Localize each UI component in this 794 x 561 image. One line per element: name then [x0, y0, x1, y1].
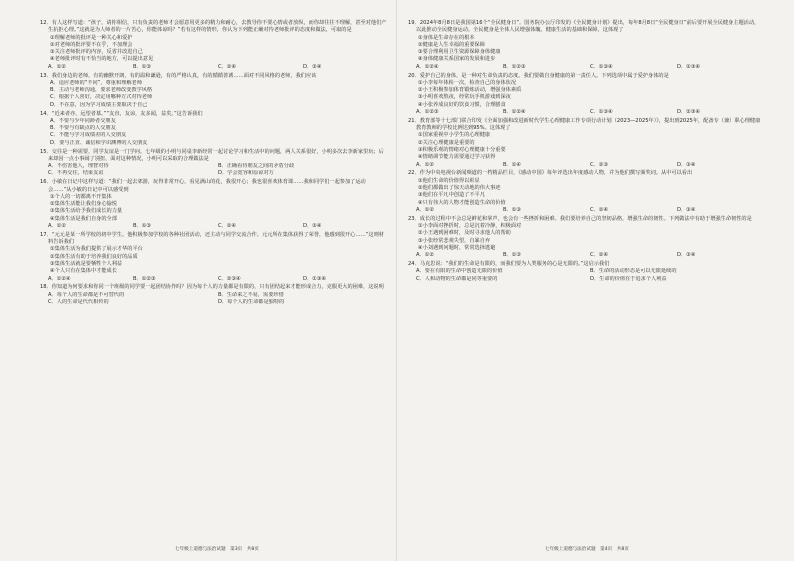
statement-item: ④个人只有在集体中才能成长	[50, 268, 117, 275]
question	[40, 284, 388, 306]
answer-options	[408, 64, 764, 71]
answer-option: C．人的生命是代代相传的	[48, 298, 109, 305]
answer-options	[40, 64, 388, 71]
answer-option: B．①②③	[503, 63, 526, 70]
question	[408, 261, 764, 283]
answer-option: A．每个人的生命都是不可替代的	[48, 291, 125, 298]
question	[40, 232, 388, 283]
answer-option: D．③④	[677, 252, 696, 259]
answer-option: C．②③	[590, 161, 609, 168]
answer-options	[408, 162, 764, 169]
question	[408, 216, 764, 260]
statement-item: ①国家重视中小学生的心理健康	[418, 132, 491, 139]
answer-option: B．①④	[503, 161, 522, 168]
answer-option: B．①③	[133, 63, 152, 70]
statement-item: ④小张养成良好的饮食习惯，合理膳食	[418, 101, 506, 108]
statement-item: ②集体生活能让我们身心愉悦	[50, 201, 117, 208]
answer-options	[40, 292, 388, 307]
question-stem: 14．“近来者亦，远望者慕。”“友直，友谅，友多闻，益矣。”这告诉我们	[40, 110, 203, 117]
answer-option: C．②③④	[218, 275, 241, 282]
answer-option: D．③④	[677, 161, 696, 168]
statement-item: ③小张经常悲观失望，自暴自弃	[418, 237, 491, 244]
question-stem: 21．教育部等十七部门联合印发《全面加强和改进新时代学生心理健康工作专项行动计划（2023—2025年）》，提出到2025年，配备专（兼）职心理健康教育教师的学校比例达到95%。这体现了	[408, 117, 761, 132]
question-stem: 20．爱护自己的身体，是一种对生命负责的态度。我们要做自身健康的第一责任人。下列选项中属于爱护身体的是	[408, 72, 669, 79]
answer-option: D．要与正直、诚信和学识渊博的人交朋友	[50, 139, 148, 146]
answer-options	[40, 276, 388, 283]
question-stem: 12．有人这样写道：“孩子，请你相信，只有负责的老师才会愿意用更多的精力和耐心，去教导你不要心情或者放纵，而你却往往不理解，甚至对他们产生抗拒心理。”这就是为人师者的一片苦心，你能体谅吗？”若有这样的情形，你认为下列能正确对待老师批评的态度和做法，可取的是	[40, 20, 387, 34]
answer-option: B．①②④	[503, 109, 526, 116]
answer-option: A．不伤害他人，理智对待	[48, 163, 109, 170]
answer-options	[408, 252, 764, 259]
statement-item: ③集体生活就是要牺牲个人利益	[50, 261, 123, 267]
answer-option: B．生命的活动形态是可以无限延续的	[590, 268, 677, 275]
statement-item: ③小明喜欢熬夜，经常玩手机游戏到深夜	[418, 94, 511, 101]
answer-option: D．②③④	[677, 63, 701, 70]
answer-option: D．③④	[677, 206, 696, 213]
answer-option: D．①③④	[303, 275, 327, 282]
answer-option: D．学会宽容和原谅对方	[218, 170, 274, 177]
answer-options	[408, 109, 764, 116]
statement-item: ①集体生活为我们提供了展示才华的平台	[50, 246, 143, 253]
question-stem: 19．2024年8月8日是我国第16个“全民健身日”。国务院办公厅印发的《全民健身计划》提出，每年8月8日“全民健身日”前后要开展全民健身主题活动，以此推动全民健身运动。全民健身是全体人民增强体魄、健康生活的基础和保障，这体现了	[408, 20, 760, 34]
page-fold	[396, 0, 397, 561]
answer-option: C．②④	[590, 252, 609, 259]
answer-option: D．②③④	[677, 109, 701, 116]
answer-option: A．要在有限的生命中创造无限的价值	[416, 268, 503, 275]
question	[408, 73, 764, 117]
statement-item: ③要合理利用卫生资源保障身体健康	[418, 49, 501, 56]
left-page	[40, 20, 388, 548]
answer-option: A．①②	[48, 63, 67, 70]
answer-option: C．①③④	[590, 63, 613, 70]
footer-left: 七年级上道德与法治试题 第3页 共8页	[175, 547, 259, 552]
question-stem: 22．作为中央电视台新闻频道的一档精品栏目，《感动中国》每年评选出年度感动人物，并为他们撰写颁奖词。从中可以看出	[408, 170, 693, 177]
answer-option: C．②④	[218, 223, 237, 230]
statement-item: ④小刘遇到问题时，常常选择逃避	[418, 244, 496, 251]
statement-item: ②对老师的批评要不在乎，不加理会	[50, 41, 133, 48]
statement-item: ④老师批评时有不恰当的地方，可以提出意见	[50, 56, 154, 63]
answer-option: A．不要与少年同龄者交朋友	[50, 117, 116, 124]
answer-option: A．①②③	[416, 109, 439, 116]
statement-item: ④情绪调节能力需要通过学习获得	[418, 154, 496, 161]
statement-item: ①身体是生命存在的根本	[418, 34, 475, 41]
question-stem: 18．你知道为何要求和你同一个班级的同学要一起团结协作吗？因为每个人的力量都是有限的，只有团结起来才能形成合力，克服更大的困难，这说明	[40, 284, 384, 291]
statement-item: ①小李每年体检一次，检查自己的身体状况	[418, 79, 517, 86]
statement-item: ④只有伟大的人物才能创造生命的价值	[418, 199, 506, 206]
answer-option: B．生命来之不易，需要珍惜	[218, 291, 284, 298]
answer-option: A．适应老师的“不同”，尊重和理解老师	[50, 79, 142, 86]
answer-option: A．①②	[416, 252, 435, 259]
statement-item: ④身体健康关系国家的发展和进步	[418, 56, 496, 63]
answer-option: B．不要与有缺点的人交朋友	[50, 125, 116, 132]
question	[40, 179, 388, 230]
answer-option: D．每个人的生命都是独特的	[218, 298, 285, 305]
answer-option: C．①③④	[590, 109, 613, 116]
question	[40, 111, 388, 147]
question	[408, 118, 764, 169]
statement-item: ②小王遇到困难时，及时寻求他人的帮助	[418, 230, 511, 237]
statement-item: ③积极乐观的情绪对心理健康十分重要	[418, 147, 506, 154]
answer-options	[40, 118, 388, 147]
answer-options	[408, 207, 764, 214]
statement-item: ①他们生命的价值得以彰显	[418, 177, 480, 184]
answer-option: C．②④	[590, 206, 609, 213]
statement-item: ②关注心理健康是重要的	[418, 139, 475, 146]
answer-option: A．①②	[416, 161, 435, 168]
answer-option: C．②④	[218, 63, 237, 70]
answer-option: C．不能与学习成绩差的人交朋友	[50, 132, 127, 139]
right-page	[408, 20, 764, 548]
answer-options	[40, 163, 388, 178]
footer-right: 七年级上道德与法治试题 第4页 共8页	[545, 547, 629, 552]
statement-item: ③关注老师批评的内容，反省并改进自己	[50, 49, 143, 56]
answer-option: B．①③	[503, 206, 522, 213]
question	[408, 20, 764, 71]
statement-item: ②他们都做出了惊天动地的伟大事迹	[418, 185, 501, 192]
answer-option: A．①②	[48, 223, 67, 230]
question-stem: 23．成长的过程中不会总是鲜花和掌声，也会有一些挫折和困难。我们要培养自己的坚韧品格，增强生命的韧性。下列做法中有助于增强生命韧性的是	[408, 215, 752, 222]
answer-options	[408, 268, 764, 283]
question-stem: 16．小敏在日记中这样写道：“我们一起去郊游，玩得非常开心，看见满山的花，我很开心；我也很喜欢体育课……我和同学们一起参加了运动会……”从小敏的日记中可以感受到	[40, 179, 366, 193]
statement-item: ②小王积极参加体育锻炼活动，增强身体素质	[418, 87, 522, 94]
answer-option: B．①③	[133, 223, 152, 230]
answer-option: C．根据个人喜好，决定用哪种方式对待老师	[50, 94, 153, 101]
statement-item: ①个人的一切都离不开集体	[50, 193, 112, 200]
answer-option: B．①③	[503, 252, 522, 259]
question-stem: 24．马克思说：“我们的生命是有限的，而我们要为人类服务的心是无限的。”这启示我们	[408, 261, 610, 267]
statement-item: ②健康是人生幸福的重要保障	[418, 41, 485, 48]
statement-item: ③他们在平凡中创造了不平凡	[418, 192, 485, 199]
statement-item: ②集体生活有助于培养我们良好的品质	[50, 253, 138, 260]
answer-option: D．生命的价值在于追求个人利益	[590, 275, 667, 282]
answer-option: A．①②④	[48, 275, 71, 282]
statement-item: ④集体生活是我们自身的全部	[50, 215, 117, 222]
answer-option: A．①②④	[416, 63, 439, 70]
answer-option: B．主动与老师沟通，要求老师改变教学风格	[50, 87, 153, 94]
answer-option: C．人和动物的生命都是同等重要的	[416, 275, 498, 282]
answer-option: A．①②	[416, 206, 435, 213]
answer-option: B．正确看待朋友之间的矛盾分歧	[218, 163, 295, 170]
question	[40, 73, 388, 109]
answer-option: B．①②③	[133, 275, 156, 282]
answer-option: C．不再交往，结束友谊	[48, 170, 104, 177]
question	[408, 170, 764, 214]
statement-item: ③集体生活给予我们成长的力量	[50, 208, 123, 215]
answer-options	[40, 223, 388, 230]
answer-option: D．③④	[303, 223, 322, 230]
question-stem: 15．交往是一种需要，同学友谊是一门学问。七年级的小明与同桌李新经常一起讨论学习和生活中的问题，两人关系很好，小明多次去李新家里玩；后来却因一点小事闹了别扭，面对这种情况，小明可以采取的合理做法是	[40, 148, 384, 162]
question-stem: 17．“元元是某一所学校的初中学生。他积极参加学校的各种社团活动，还主动与同学交流合作。元元所在集体获得了荣誉，他感到很开心……”这则材料告诉我们	[40, 231, 384, 246]
statement-item: ①小李面对挫折时，总是沉着冷静，积极面对	[418, 223, 522, 230]
question	[40, 149, 388, 178]
question-stem: 13．我们身边的老师，有的幽默开朗，有的温和谦逊，有的严格认真，有的循循善诱……面对不同风格的老师，我们应该	[40, 72, 317, 79]
answer-option: D．不在意，因为学习成绩主要取决于自己	[50, 101, 148, 108]
question	[40, 20, 388, 71]
statement-item: ①理解老师的批评是一种关心和爱护	[50, 34, 133, 41]
answer-options	[40, 80, 388, 109]
answer-option: D．③④	[303, 63, 322, 70]
